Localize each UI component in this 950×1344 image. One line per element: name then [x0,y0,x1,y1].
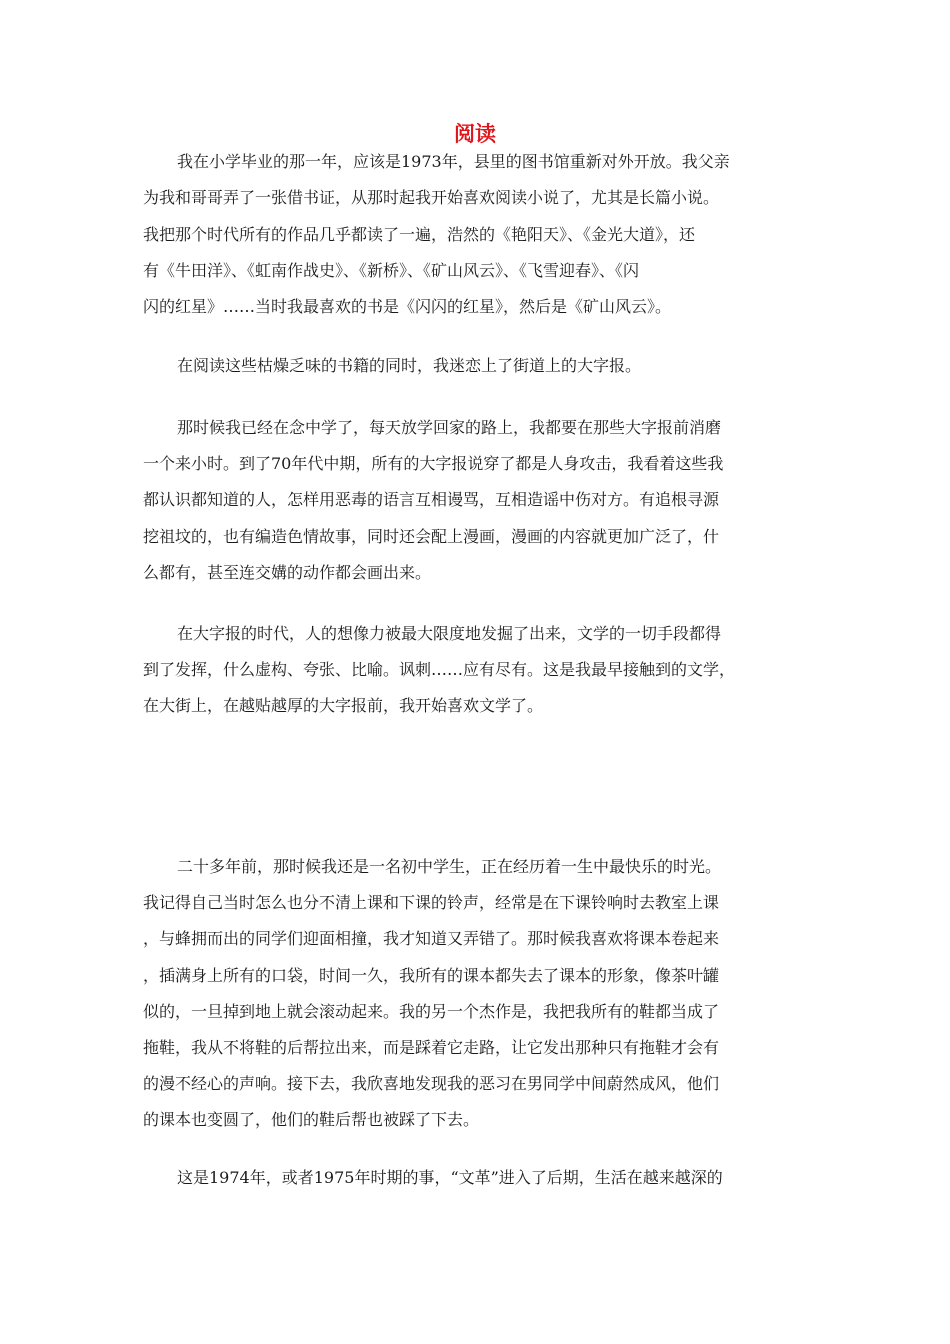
text-line: 我把那个时代所有的作品几乎都读了一遍，浩然的《艳阳天》、《金光大道》，还 [143,225,696,244]
text-line: 在大字报的时代，人的想像力被最大限度地发掘了出来，文学的一切手段都得 [177,624,722,643]
text-line: 似的，一旦掉到地上就会滚动起来。我的另一个杰作是，我把我所有的鞋都当成了 [143,1002,720,1021]
text-line: 二十多年前，那时候我还是一名初中学生，正在经历着一生中最快乐的时光。 [177,857,722,876]
text-line: 在阅读这些枯燥乏味的书籍的同时，我迷恋上了街道上的大字报。 [177,356,642,375]
text-line: ，与蜂拥而出的同学们迎面相撞，我才知道又弄错了。那时候我喜欢将课本卷起来 [143,929,720,948]
text-line: 有《牛田洋》、《虹南作战史》、《新桥》、《矿山风云》、《飞雪迎春》、《闪 [143,261,640,280]
text-line: 么都有，甚至连交媾的动作都会画出来。 [143,563,432,582]
text-line: 在大街上，在越贴越厚的大字报前，我开始喜欢文学了。 [143,696,544,715]
text-line: 都认识都知道的人，怎样用恶毒的语言互相谩骂，互相造谣中伤对方。有追根寻源 [143,490,720,509]
text-line: 这是1974年，或者1975年时期的事，“文革”进入了后期，生活在越来越深的 [177,1168,723,1187]
text-line: 我记得自己当时怎么也分不清上课和下课的铃声，经常是在下课铃响时去教室上课 [143,893,720,912]
text-line: 我在小学毕业的那一年，应该是1973年，县里的图书馆重新对外开放。我父亲 [177,152,730,171]
text-line: ，插满身上所有的口袋，时间一久，我所有的课本都失去了课本的形象，像茶叶罐 [143,966,720,985]
text-line: 闪的红星》……当时我最喜欢的书是《闪闪的红星》，然后是《矿山风云》。 [143,297,672,316]
text-line: 那时候我已经在念中学了，每天放学回家的路上，我都要在那些大字报前消磨 [177,418,722,437]
document-title: 阅读 [454,121,496,146]
text-line: 的漫不经心的声响。接下去，我欣喜地发现我的恶习在男同学中间蔚然成风，他们 [143,1074,720,1093]
text-line: 拖鞋，我从不将鞋的后帮拉出来，而是踩着它走路，让它发出那种只有拖鞋才会有 [143,1038,720,1057]
text-line: 一个来小时。到了70年代中期，所有的大字报说穿了都是人身攻击，我看着这些我 [143,454,724,473]
text-line: 为我和哥哥弄了一张借书证，从那时起我开始喜欢阅读小说了，尤其是长篇小说。 [143,188,720,207]
text-line: 挖祖坟的，也有编造色情故事，同时还会配上漫画，漫画的内容就更加广泛了，什 [143,527,720,546]
text-line: 的课本也变圆了，他们的鞋后帮也被踩了下去。 [143,1110,480,1129]
text-line: 到了发挥，什么虚构、夸张、比喻。讽刺……应有尽有。这是我最早接触到的文学， [143,660,736,679]
